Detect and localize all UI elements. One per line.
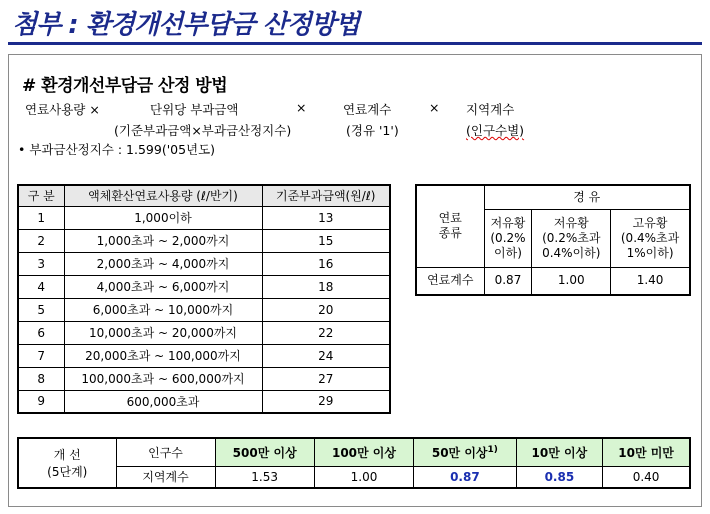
fuel-coef-value: 1.40: [611, 267, 690, 295]
sulfur-range: (0.2% 이하): [490, 230, 526, 260]
formula-region-coef: 지역계수: [466, 102, 515, 117]
stage-label-line2: (5단계): [47, 465, 88, 479]
sulfur-name: 저유황: [490, 215, 526, 230]
table-cell: 1,000이하: [64, 206, 262, 229]
table-cell: 8: [18, 367, 64, 390]
population-bracket: 500만 이상: [215, 438, 314, 466]
sulfur-range: (0.4%초과 1%이하): [620, 230, 680, 260]
stage-label: [18, 438, 116, 488]
table-cell: 20: [262, 298, 390, 321]
table-row: [416, 185, 690, 209]
table-cell: 24: [262, 344, 390, 367]
table-cell: 6: [18, 321, 64, 344]
formula-unit-charge-detail: (기준부과금액×부과금산정지수): [114, 123, 292, 138]
region-coef-value: 0.85: [516, 466, 603, 488]
table-row: [18, 275, 390, 298]
table-cell: 6,000초과 ~ 10,000까지: [64, 298, 262, 321]
table-cell: 1: [18, 206, 64, 229]
table-cell: 600,000초과: [64, 390, 262, 413]
table-cell: 1,000초과 ~ 2,000까지: [64, 229, 262, 252]
table-header-row: [18, 185, 390, 206]
footnote-mark: 1): [487, 444, 498, 455]
fuel-coef-value: 0.87: [484, 267, 532, 295]
table-row: [18, 229, 390, 252]
table-cell: 2: [18, 229, 64, 252]
sulfur-name: 저유황: [553, 215, 589, 230]
sulfur-range: (0.2%초과 0.4%이하): [542, 230, 601, 260]
table-row: [18, 344, 390, 367]
population-bracket: 10만 미만: [603, 438, 690, 466]
population-bracket-label: 50만 이상: [431, 445, 488, 460]
region-coef-value: 1.00: [314, 466, 413, 488]
slide-title: 첨부 : 환경개선부담금 산정방법: [12, 10, 360, 40]
formula-fuel-coef: 연료계수: [343, 102, 392, 117]
table-cell: 15: [262, 229, 390, 252]
column-header: 구 분: [18, 185, 64, 206]
sulfur-cell-1: [532, 209, 611, 267]
table-cell: 29: [262, 390, 390, 413]
table-row: [18, 298, 390, 321]
table-cell: 4,000초과 ~ 6,000까지: [64, 275, 262, 298]
sulfur-cell-2: [611, 209, 690, 267]
title-rule: [8, 42, 702, 45]
table-cell: 13: [262, 206, 390, 229]
stage-label-line1: 개 선: [53, 448, 81, 462]
table-cell: 3: [18, 252, 64, 275]
base-charge-table: [17, 184, 391, 414]
column-header: 기준부과금액(원/ℓ): [262, 185, 390, 206]
table-row: [18, 438, 690, 466]
population-bracket: [414, 438, 516, 466]
region-coef-value: 0.40: [603, 466, 690, 488]
fuel-coefficient-table: [415, 184, 691, 296]
sulfur-cell-0: [484, 209, 532, 267]
region-coef-value: 0.87: [414, 466, 516, 488]
table-cell: 4: [18, 275, 64, 298]
formula-times-1: ×: [296, 100, 307, 115]
table-cell: 20,000초과 ~ 100,000까지: [64, 344, 262, 367]
table-row: [18, 367, 390, 390]
fuel-type-label: 연료 종류: [416, 185, 484, 267]
fuel-coef-value: 1.00: [532, 267, 611, 295]
table-cell: 22: [262, 321, 390, 344]
table-cell: 7: [18, 344, 64, 367]
table-row: [416, 267, 690, 295]
table-cell: 16: [262, 252, 390, 275]
table-cell: 10,000초과 ~ 20,000까지: [64, 321, 262, 344]
section-heading: # 환경개선부담금 산정 방법: [22, 76, 228, 96]
region-coef-value: 1.53: [215, 466, 314, 488]
regional-coefficient-table: [17, 437, 691, 489]
population-bracket: 100만 이상: [314, 438, 413, 466]
table-cell: 9: [18, 390, 64, 413]
table-cell: 27: [262, 367, 390, 390]
sulfur-name: 고유황: [632, 215, 668, 230]
formula-fuel-usage: 연료사용량 ×: [25, 102, 100, 117]
table-row: [18, 206, 390, 229]
table-row: [18, 252, 390, 275]
population-label: 인구수: [116, 438, 215, 466]
table-cell: 2,000초과 ~ 4,000까지: [64, 252, 262, 275]
formula-unit-charge: 단위당 부과금액: [150, 102, 239, 117]
table-cell: 18: [262, 275, 390, 298]
table-cell: 100,000초과 ~ 600,000까지: [64, 367, 262, 390]
table-row: [18, 390, 390, 413]
formula-note: • 부과금산정지수 : 1.599('05년도): [18, 142, 216, 157]
table-row: [18, 466, 690, 488]
formula-region-coef-detail: (인구수별): [466, 123, 525, 138]
formula-fuel-coef-detail: (경유 '1'): [346, 123, 399, 138]
column-header: 액체환산연료사용량 (ℓ/반기): [64, 185, 262, 206]
table-row: [18, 321, 390, 344]
region-coef-label: 지역계수: [116, 466, 215, 488]
diesel-header: 경 유: [484, 185, 690, 209]
formula-times-2: ×: [429, 100, 440, 115]
fuel-coef-label: 연료계수: [416, 267, 484, 295]
population-bracket: 10만 이상: [516, 438, 603, 466]
table-cell: 5: [18, 298, 64, 321]
